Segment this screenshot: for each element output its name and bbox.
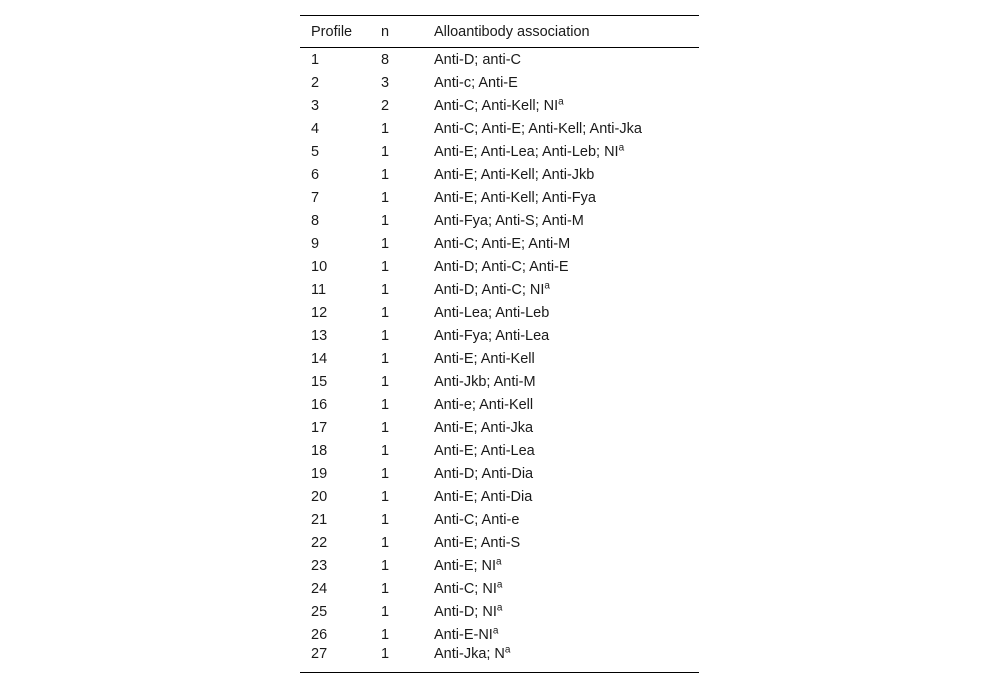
cell-n: 1: [381, 350, 390, 367]
table-row: [300, 554, 699, 577]
table-row: [300, 600, 699, 623]
table-row: [300, 508, 699, 531]
cell-association: [423, 255, 699, 278]
association-text: Anti-Jka; N: [434, 646, 505, 662]
cell-association: [423, 94, 699, 117]
table-row: [300, 462, 699, 485]
table-row: [300, 416, 699, 439]
cell-association: [423, 140, 699, 163]
cell-association: [423, 209, 699, 232]
alloantibody-table-container: [300, 15, 699, 673]
footnote-marker: a: [558, 96, 564, 107]
footnote-marker: a: [504, 644, 511, 656]
cell-profile: 27: [311, 646, 328, 662]
cell-association: [423, 370, 699, 393]
table-row: [300, 301, 699, 324]
cell-profile: 3: [311, 97, 320, 114]
cell-n: 1: [381, 465, 390, 482]
association-text: Anti-C; Anti-E; Anti-M: [434, 235, 571, 252]
table-row: [300, 48, 699, 72]
cell-association: [423, 186, 699, 209]
cell-profile: 14: [311, 350, 328, 367]
association-text: Anti-E; Anti-Kell; Anti-Jkb: [434, 166, 595, 183]
cell-association: [423, 324, 699, 347]
table-row: [300, 71, 699, 94]
association-text: Anti-C; Anti-E; Anti-Kell; Anti-Jka: [434, 120, 642, 137]
association-text: Anti-Lea; Anti-Leb: [434, 304, 550, 321]
cell-n: 3: [381, 74, 390, 91]
cell-association: [423, 623, 699, 646]
association-text: Anti-Jkb; Anti-M: [434, 373, 536, 390]
cell-n: 1: [381, 189, 390, 206]
cell-association: [423, 71, 699, 94]
cell-association: [423, 554, 699, 577]
association-text: Anti-E; Anti-Kell; Anti-Fya: [434, 189, 596, 206]
cell-n: 1: [381, 419, 390, 436]
header-association: Alloantibody association: [434, 23, 590, 40]
cell-n: 1: [381, 488, 390, 505]
table-row: [300, 393, 699, 416]
association-text: Anti-E; NI: [434, 557, 497, 574]
table-row: [300, 117, 699, 140]
cell-n: 1: [381, 442, 390, 459]
cell-profile: 25: [311, 603, 328, 620]
table-row: [300, 485, 699, 508]
cell-association: [423, 531, 699, 554]
footnote-marker: a: [618, 142, 625, 153]
cell-profile: 11: [311, 281, 327, 298]
cell-profile: 12: [311, 304, 328, 321]
cell-n: 1: [381, 120, 390, 137]
association-text: Anti-e; Anti-Kell: [434, 396, 534, 413]
association-text: Anti-E; Anti-Lea; Anti-Leb; NI: [434, 143, 619, 160]
cell-association: [423, 485, 699, 508]
cell-n: 1: [381, 166, 390, 183]
association-text: Anti-E; Anti-Jka: [434, 419, 534, 436]
table-row: [300, 278, 699, 301]
association-text: Anti-C; NI: [434, 580, 497, 597]
footnote-marker: a: [496, 602, 503, 613]
cell-n: 1: [381, 626, 390, 643]
header-row: [300, 16, 699, 48]
cell-profile: 13: [311, 327, 328, 344]
alloantibody-table: [300, 15, 699, 673]
cell-profile: 22: [311, 534, 328, 551]
cell-profile: 17: [311, 419, 328, 436]
association-text: Anti-D; Anti-C; Anti-E: [434, 258, 569, 275]
cell-n: 1: [381, 258, 390, 275]
cell-n: 1: [381, 557, 390, 574]
association-text: Anti-E; Anti-Kell: [434, 350, 535, 367]
cell-n: 1: [381, 281, 390, 298]
cell-n: 1: [381, 143, 390, 160]
footnote-marker: a: [496, 556, 502, 567]
cell-profile: 6: [311, 166, 320, 183]
cell-n: 1: [381, 235, 390, 252]
cell-profile: 19: [311, 465, 328, 482]
association-text: Anti-C; Anti-Kell; NI: [434, 97, 559, 114]
cell-n: 1: [381, 580, 390, 597]
cell-profile: 7: [311, 189, 320, 206]
association-text: Anti-E-NI: [434, 626, 493, 643]
cell-n: 1: [381, 212, 390, 229]
table-row: [300, 140, 699, 163]
cell-profile: 15: [311, 373, 328, 390]
cell-association: [423, 393, 699, 416]
table-row: [300, 646, 699, 673]
table-row: [300, 94, 699, 117]
association-text: Anti-E; Anti-Lea: [434, 442, 535, 459]
table-row: [300, 163, 699, 186]
association-text: Anti-Fya; Anti-Lea: [434, 327, 550, 344]
cell-n: 1: [381, 603, 390, 620]
table-header: [300, 16, 699, 48]
cell-profile: 20: [311, 488, 328, 505]
footnote-marker: a: [496, 579, 503, 590]
table-row: [300, 347, 699, 370]
cell-association: [423, 439, 699, 462]
cell-association: [423, 600, 699, 623]
cell-profile: 18: [311, 442, 328, 459]
cell-profile: 10: [311, 258, 328, 275]
association-text: Anti-D; Anti-Dia: [434, 465, 534, 482]
table-row: [300, 577, 699, 600]
table-row: [300, 186, 699, 209]
association-text: Anti-c; Anti-E: [434, 74, 518, 91]
cell-association: [423, 301, 699, 324]
cell-profile: 2: [311, 74, 320, 91]
cell-association: [423, 577, 699, 600]
cell-n: 1: [381, 646, 390, 662]
table-row: [300, 255, 699, 278]
cell-association: [423, 508, 699, 531]
cell-profile: 16: [311, 396, 328, 413]
table-row: [300, 232, 699, 255]
cell-profile: 21: [311, 511, 328, 528]
cell-n: 1: [381, 511, 390, 528]
cell-profile: 4: [311, 120, 320, 137]
cell-n: 1: [381, 304, 390, 321]
cell-n: 8: [381, 51, 390, 68]
cell-n: 1: [381, 534, 390, 551]
cell-association: [423, 462, 699, 485]
cell-association: [423, 347, 699, 370]
cell-association: [423, 163, 699, 186]
association-text: Anti-E; Anti-Dia: [434, 488, 533, 505]
association-text: Anti-D; Anti-C; NI: [434, 281, 545, 298]
cell-association: [423, 117, 699, 140]
cell-association: [423, 232, 699, 255]
cell-n: 1: [381, 327, 390, 344]
association-text: Anti-E; Anti-S: [434, 534, 521, 551]
cell-profile: 9: [311, 235, 320, 252]
table-row: [300, 324, 699, 347]
cell-association: [423, 48, 699, 72]
table-body: [300, 48, 699, 673]
footnote-marker: a: [492, 625, 499, 636]
table-row: [300, 623, 699, 646]
table-row: [300, 531, 699, 554]
cell-profile: 23: [311, 557, 328, 574]
cell-profile: 1: [311, 51, 320, 68]
cell-n: 1: [381, 396, 390, 413]
association-text: Anti-C; Anti-e: [434, 511, 520, 528]
cell-n: 2: [381, 97, 390, 114]
cell-association: [423, 416, 699, 439]
cell-profile: 26: [311, 626, 328, 643]
cell-association: [423, 646, 699, 673]
cell-profile: 8: [311, 212, 320, 229]
cell-profile: 24: [311, 580, 328, 597]
association-text: Anti-D; NI: [434, 603, 497, 620]
association-text: Anti-Fya; Anti-S; Anti-M: [434, 212, 584, 229]
cell-profile: 5: [311, 143, 320, 160]
header-n: n: [381, 23, 390, 40]
footnote-marker: a: [544, 280, 550, 291]
association-text: Anti-D; anti-C: [434, 51, 522, 68]
cell-association: [423, 278, 699, 301]
table-row: [300, 209, 699, 232]
table-row: [300, 439, 699, 462]
header-profile: Profile: [311, 23, 353, 40]
cell-n: 1: [381, 373, 390, 390]
table-row: [300, 370, 699, 393]
